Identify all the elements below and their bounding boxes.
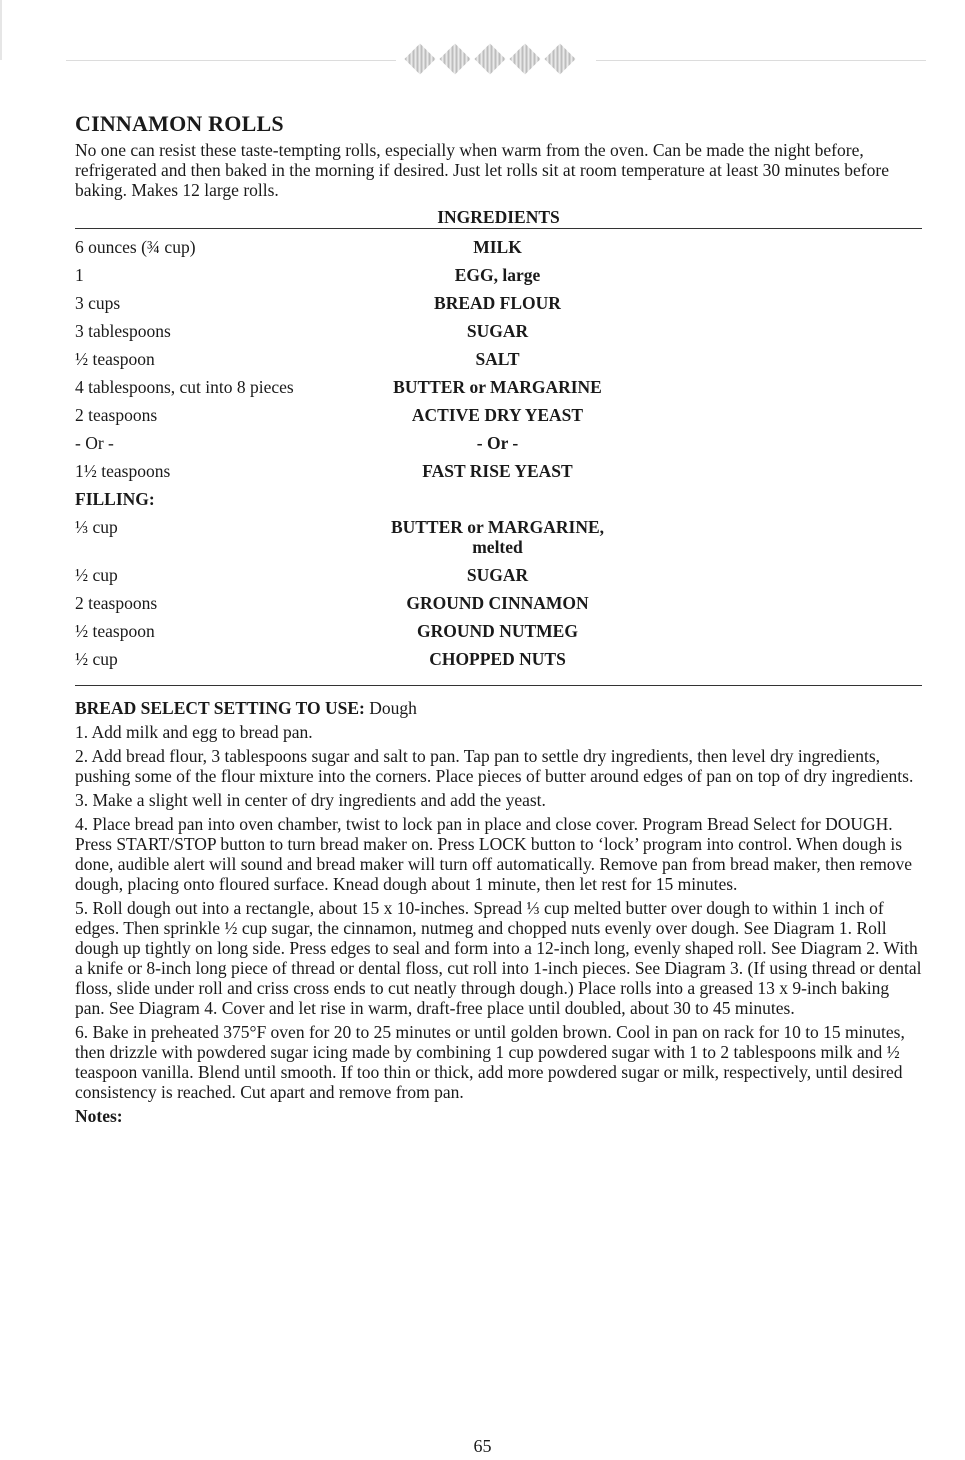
ingredient-name: SUGAR xyxy=(466,565,529,585)
ingredient-row xyxy=(75,433,922,461)
ingredients-top-rule xyxy=(75,228,922,229)
direction-step: 4. Place bread pan into oven chamber, twist to lock pan in place and close cover. Program Bread Select for DOUGH. Press START/STOP button to turn bread maker on. Press LOCK button to ‘lock’ program into control. When dough is done, audible alert will sound and bread maker will turn off automatically. Remove pan from bread maker, then remove dough, placing onto floured surface. Knead dough about 1 minute, then let rest for 15 minutes. xyxy=(75,814,913,894)
ingredient-quantity: ½ teaspoon xyxy=(75,621,155,641)
ingredient-row xyxy=(75,621,922,649)
recipe-content xyxy=(75,110,922,1126)
ingredient-name: BUTTER or MARGARINE xyxy=(393,377,602,397)
ingredient-row xyxy=(75,293,922,321)
ornament-line-right xyxy=(596,60,926,61)
diamond-icon xyxy=(474,43,505,74)
ingredient-row xyxy=(75,649,922,677)
ingredient-quantity: 1½ teaspoons xyxy=(75,461,171,481)
ingredient-quantity: 3 cups xyxy=(75,293,121,313)
filling-label: FILLING: xyxy=(75,489,155,509)
ingredients-bottom-rule xyxy=(75,685,922,686)
ingredient-quantity: 4 tablespoons, cut into 8 pieces xyxy=(75,377,294,397)
direction-step: 5. Roll dough out into a rectangle, about 15 x 10-inches. Spread ⅓ cup melted butter over dough to within 1 inch of edges. Then sprinkle ½ cup sugar, the cinnamon, nutmeg and chopped nuts evenly over dough. See Diagram 1. Roll dough up tightly on long side. Press edges to seal and form into a 12-inch long, evenly shaped roll. See Diagram 2. With a knife or 8-inch long piece of thread or dental floss, cut roll into 1-inch pieces. See Diagram 3. (If using thread or dental floss, slide under roll and criss cross ends to cut neatly through dough.) Place rolls into a greased 13 x 9-inch baking pan. See Diagram 4. Cover and let rise in warm, draft-free place until doubled, about 30 to 45 minutes. xyxy=(75,898,922,1018)
ingredient-quantity: 3 tablespoons xyxy=(75,321,171,341)
recipe-title: CINNAMON ROLLS xyxy=(75,111,284,136)
ingredient-quantity: ½ cup xyxy=(75,649,118,669)
recipe-intro: No one can resist these taste-tempting rolls, especially when warm from the oven. Can be made the night before, refrigerated and then baked in the morning if desired. Just let rolls sit at room temperature at least 30 minutes before baking. Makes 12 large rolls. xyxy=(75,140,889,200)
ingredient-quantity: 1 xyxy=(75,265,84,285)
ingredient-name: BREAD FLOUR xyxy=(434,293,561,313)
ingredient-name: MILK xyxy=(473,237,522,257)
diamond-icon xyxy=(439,43,470,74)
bread-setting-label: BREAD SELECT SETTING TO USE: xyxy=(75,698,365,718)
ingredient-quantity: 2 teaspoons xyxy=(75,405,158,425)
page-edge-mark xyxy=(0,0,2,60)
ingredient-quantity: ½ cup xyxy=(75,565,118,585)
direction-step: 3. Make a slight well in center of dry ingredients and add the yeast. xyxy=(75,790,546,810)
ingredient-name: GROUND NUTMEG xyxy=(417,621,578,641)
bread-setting-line xyxy=(75,698,922,718)
ingredient-row xyxy=(75,237,922,265)
page-number: 65 xyxy=(473,1436,492,1456)
ingredient-row xyxy=(75,405,922,433)
notes-label: Notes: xyxy=(75,1106,123,1126)
ingredient-row xyxy=(75,565,922,593)
diamond-icon xyxy=(404,43,435,74)
ingredient-name: - Or - xyxy=(476,433,519,453)
ingredient-name: SUGAR xyxy=(466,321,529,341)
ingredient-quantity: 6 ounces (¾ cup) xyxy=(75,237,196,257)
direction-step: 1. Add milk and egg to bread pan. xyxy=(75,722,313,742)
ingredient-name: FAST RISE YEAST xyxy=(422,461,573,481)
ingredient-name: GROUND CINNAMON xyxy=(406,593,589,613)
diamond-divider-icon xyxy=(401,40,591,80)
ingredient-quantity: ½ teaspoon xyxy=(75,349,155,369)
ingredient-quantity: ⅓ cup xyxy=(75,517,118,537)
diamond-icon xyxy=(544,43,575,74)
direction-step: 6. Bake in preheated 375°F oven for 20 to 25 minutes or until golden brown. Cool in pan on rack for 10 to 15 minutes, then drizzle with powdered sugar icing made by combining 1 cup powdered sugar with 1 to 2 tablespoons milk and ½ teaspoon vanilla. Blend until smooth. If too thin or thick, add more powdered sugar or milk, respectively, until desired consistency is reached. Cut apart and remove from pan. xyxy=(75,1022,905,1102)
ingredients-heading-text: INGREDIENTS xyxy=(437,207,560,227)
ingredients-table xyxy=(75,237,922,677)
ingredient-row xyxy=(75,377,922,405)
ingredients-heading xyxy=(75,206,922,228)
ingredient-name: CHOPPED NUTS xyxy=(429,649,566,669)
direction-step: 2. Add bread flour, 3 tablespoons sugar and salt to pan. Tap pan to settle dry ingredients, then level dry ingredients, pushing some of the flour mixture into the corners. Place pieces of butter around edges of pan on top of dry ingredients. xyxy=(75,746,914,786)
header-ornament xyxy=(66,40,926,80)
ingredient-row xyxy=(75,265,922,293)
ingredient-row xyxy=(75,321,922,349)
ingredient-name: BUTTER or MARGARINE, melted xyxy=(390,517,605,557)
bread-setting-value: Dough xyxy=(369,698,417,718)
ingredient-row xyxy=(75,461,922,489)
filling-label-row xyxy=(75,489,922,517)
ingredient-name: EGG, large xyxy=(454,265,541,285)
diamond-icon xyxy=(509,43,540,74)
ingredient-row xyxy=(75,593,922,621)
ingredient-name: ACTIVE DRY YEAST xyxy=(411,405,584,425)
ingredient-name: SALT xyxy=(475,349,520,369)
ingredient-quantity: - Or - xyxy=(75,433,114,453)
ingredient-row xyxy=(75,517,922,565)
ingredient-row xyxy=(75,349,922,377)
ornament-line-left xyxy=(66,60,396,61)
ingredient-quantity: 2 teaspoons xyxy=(75,593,158,613)
